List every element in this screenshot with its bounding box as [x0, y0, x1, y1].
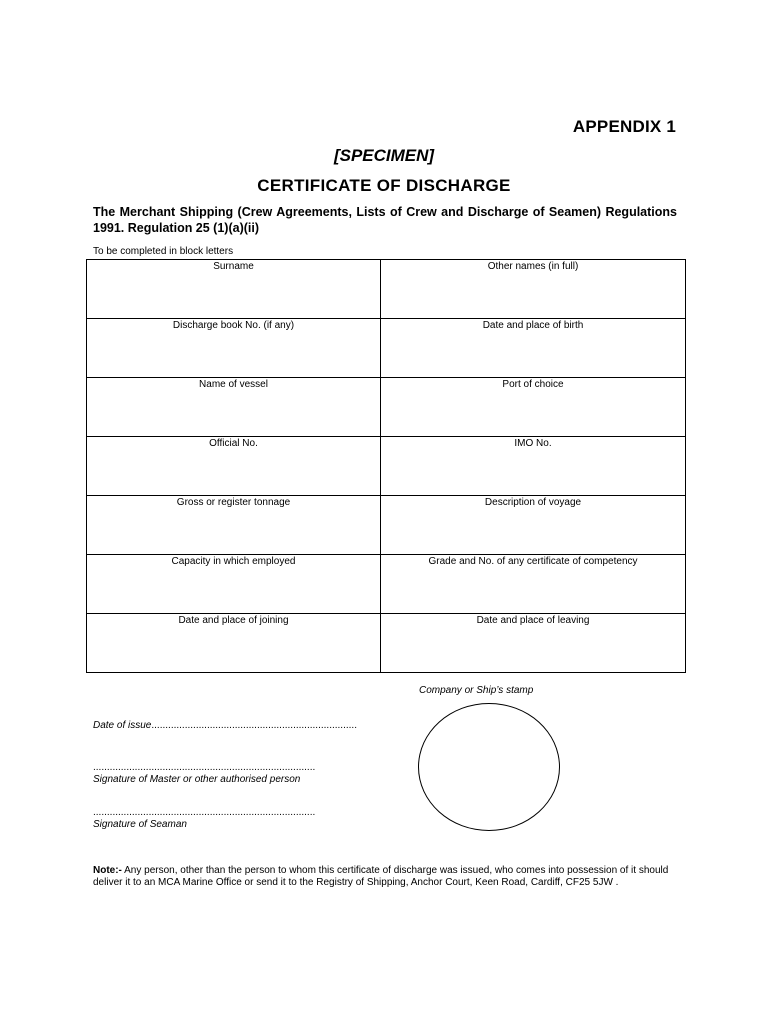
- imo-number-field[interactable]: IMO No.: [381, 437, 686, 496]
- vessel-name-field[interactable]: Name of vessel: [87, 378, 381, 437]
- note-label: Note:-: [93, 865, 122, 876]
- form-row: [87, 319, 686, 378]
- discharge-book-field[interactable]: Discharge book No. (if any): [87, 319, 381, 378]
- discharge-form-table: [86, 259, 686, 673]
- form-row: [87, 437, 686, 496]
- seaman-signature-line[interactable]: ................................................................................: [93, 807, 316, 818]
- form-row: [87, 378, 686, 437]
- seaman-signature-label: Signature of Seaman: [93, 819, 187, 830]
- form-row: [87, 614, 686, 673]
- date-of-issue-label: Date of issue: [93, 720, 152, 731]
- master-signature-line[interactable]: ................................................................................: [93, 762, 316, 773]
- birth-date-place-field[interactable]: Date and place of birth: [381, 319, 686, 378]
- competency-certificate-field[interactable]: Grade and No. of any certificate of competency: [381, 555, 686, 614]
- voyage-description-field[interactable]: Description of voyage: [381, 496, 686, 555]
- regulation-reference: The Merchant Shipping (Crew Agreements, Lists of Crew and Discharge of Seamen) Regulations 1991. Regulation 25 (1)(a)(ii): [93, 205, 677, 235]
- stamp-circle: [418, 703, 560, 831]
- date-of-issue-line[interactable]: [93, 720, 357, 731]
- tonnage-field[interactable]: Gross or register tonnage: [87, 496, 381, 555]
- port-of-choice-field[interactable]: Port of choice: [381, 378, 686, 437]
- joining-date-place-field[interactable]: Date and place of joining: [87, 614, 381, 673]
- official-number-field[interactable]: Official No.: [87, 437, 381, 496]
- surname-field[interactable]: Surname: [87, 260, 381, 319]
- form-row: [87, 555, 686, 614]
- stamp-label: Company or Ship’s stamp: [419, 685, 534, 696]
- leaving-date-place-field[interactable]: Date and place of leaving: [381, 614, 686, 673]
- specimen-label: [SPECIMEN]: [333, 146, 435, 165]
- form-row: [87, 496, 686, 555]
- note-text: Any person, other than the person to whom this certificate of discharge was issued, who comes into possession of it should deliver it to an MCA Marine Office or send it to the Registry of Shipping, Anchor Court, Keen Road, Cardiff, CF25 5JW .: [93, 865, 669, 888]
- appendix-label: APPENDIX 1: [572, 117, 676, 136]
- block-letters-instruction: To be completed in block letters: [93, 246, 234, 257]
- master-signature-label: Signature of Master or other authorised person: [93, 774, 301, 785]
- capacity-field[interactable]: Capacity in which employed: [87, 555, 381, 614]
- note-paragraph: [93, 865, 693, 889]
- form-row: [87, 260, 686, 319]
- other-names-field[interactable]: Other names (in full): [381, 260, 686, 319]
- certificate-title: CERTIFICATE OF DISCHARGE: [257, 176, 511, 195]
- date-of-issue-dots: ..........................................................................: [151, 720, 357, 731]
